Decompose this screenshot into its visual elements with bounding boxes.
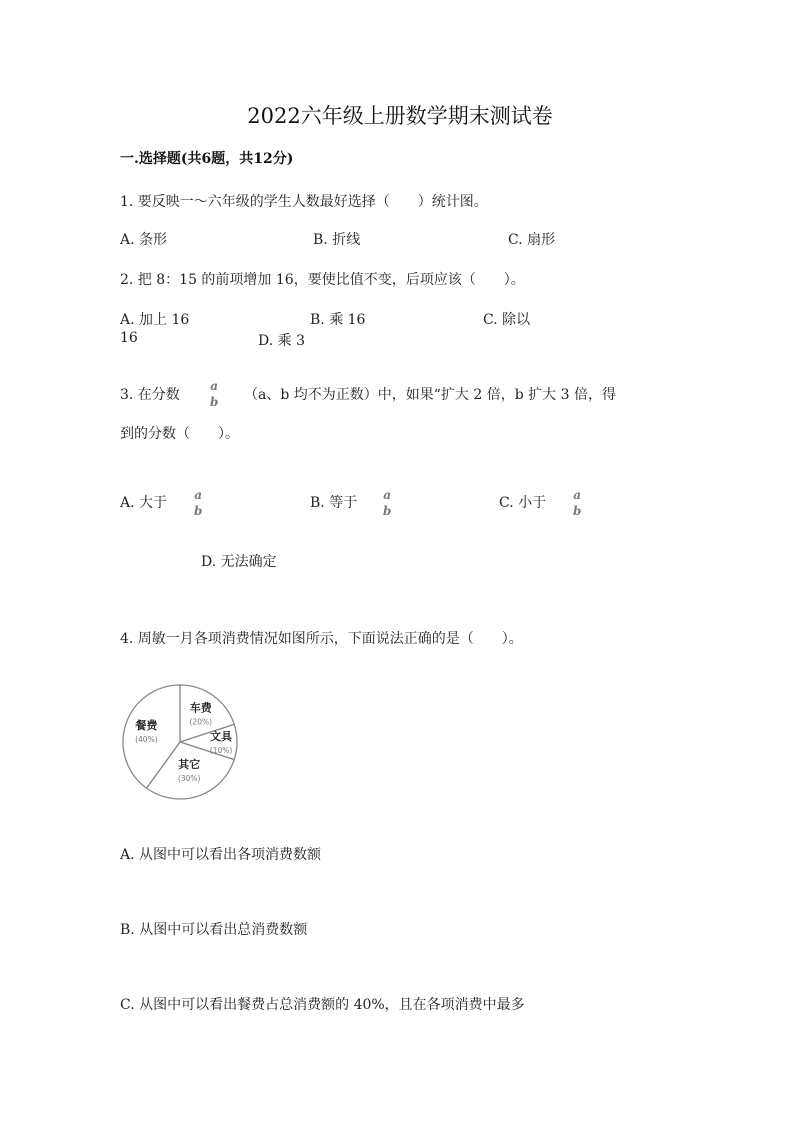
question-3-stem-start: 3. 在分数 <box>120 387 180 403</box>
option-b-fraction <box>383 487 391 519</box>
pie-label-other: 其它 <box>178 758 201 772</box>
question-1-option-b[interactable]: B. 折线 <box>313 232 361 248</box>
fraction-denominator: b <box>210 395 219 409</box>
fraction-numerator: a <box>210 379 219 393</box>
fraction-denominator: b <box>383 504 392 518</box>
pie-percent-fare: (20%) <box>189 717 213 727</box>
question-1-option-c[interactable]: C. 扇形 <box>508 232 556 248</box>
pie-percent-meal: (40%) <box>135 735 158 745</box>
question-4-option-c[interactable]: C. 从图中可以看出餐费占总消费额的 40%，且在各项消费中最多 <box>120 997 525 1013</box>
question-3-option-d[interactable]: D. 无法确定 <box>201 554 277 570</box>
pie-label-fare: 车费 <box>189 701 212 715</box>
fraction-numerator: a <box>573 488 582 502</box>
option-a-fraction <box>194 487 202 519</box>
question-4-option-a[interactable]: A. 从图中可以看出各项消费数额 <box>120 847 322 863</box>
question-2-option-c-wrap: 16 <box>120 330 138 346</box>
fraction-denominator: b <box>573 504 582 518</box>
pie-label-meal: 餐费 <box>135 719 158 733</box>
question-3-option-a[interactable]: A. 大于 <box>120 495 168 511</box>
consumption-pie-chart <box>118 680 248 805</box>
question-2-option-a[interactable]: A. 加上 16 <box>120 312 190 328</box>
pie-label-stationery: 文具 <box>210 730 233 743</box>
option-c-fraction <box>573 487 581 519</box>
question-3-stem-end: （a、b 均不为正数）中，如果“扩大 2 倍，b 扩大 3 倍，得 <box>244 387 616 403</box>
question-2-option-c[interactable]: C. 除以 <box>483 312 531 328</box>
question-4-stem: 4. 周敏一月各项消费情况如图所示，下面说法正确的是（ ）。 <box>120 631 523 647</box>
question-3-stem-line2: 到的分数（ ）。 <box>120 426 239 442</box>
section-heading: 一.选择题(共6题，共12分) <box>120 151 294 167</box>
pie-percent-stationery: (10%) <box>209 746 233 755</box>
question-2-option-b[interactable]: B. 乘 16 <box>310 312 366 328</box>
fraction-numerator: a <box>383 488 392 502</box>
question-3-option-c[interactable]: C. 小于 <box>499 495 547 511</box>
question-2-stem: 2. 把 8：15 的前项增加 16，要使比值不变，后项应该（ ）。 <box>120 272 525 288</box>
question-1-stem: 1. 要反映一～六年级的学生人数最好选择（ ）统计图。 <box>120 194 488 210</box>
page-title: 2022六年级上册数学期末测试卷 <box>247 104 553 128</box>
fraction-numerator: a <box>194 488 203 502</box>
pie-percent-other: (30%) <box>177 774 201 784</box>
question-3-option-b[interactable]: B. 等于 <box>310 495 358 511</box>
question-2-option-d[interactable]: D. 乘 3 <box>258 333 305 349</box>
fraction-denominator: b <box>194 504 203 518</box>
question-3-fraction <box>210 378 218 410</box>
question-1-option-a[interactable]: A. 条形 <box>120 232 168 248</box>
question-4-option-b[interactable]: B. 从图中可以看出总消费数额 <box>120 922 308 938</box>
